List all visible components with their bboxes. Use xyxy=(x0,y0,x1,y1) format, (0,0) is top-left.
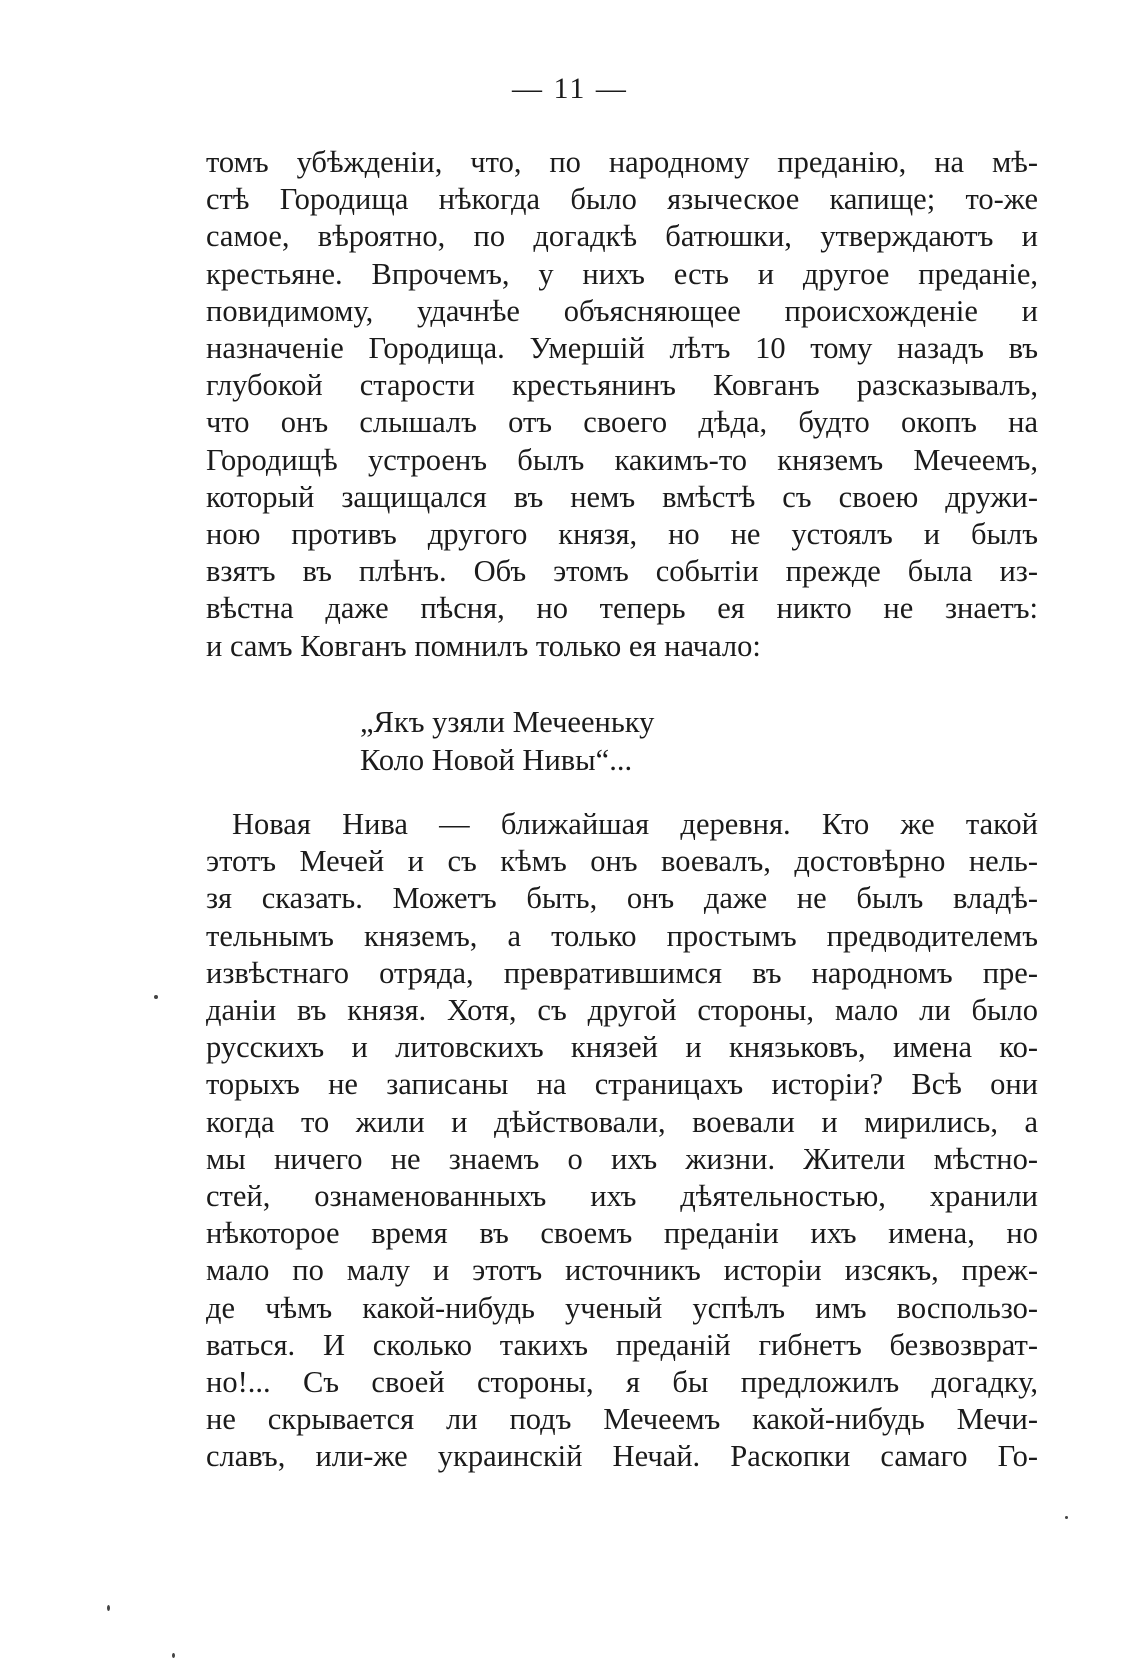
text-line: славъ, или-же украинскій Нечай. Раскопки самаго Го- xyxy=(206,1439,1038,1474)
text-line: назначеніе Городища. Умершій лѣтъ 10 тому назадъ въ xyxy=(206,331,1038,366)
text-line: извѣстнаго отряда, превратившимся въ народномъ пре- xyxy=(206,955,1038,990)
text-line: даніи въ князя. Хотя, съ другой стороны, мало ли было xyxy=(206,993,1038,1028)
text-line: и самъ Ковганъ помнилъ только ея начало: xyxy=(206,628,761,663)
paragraph-2 xyxy=(206,806,1038,1476)
text-line: мы ничего не знаемъ о ихъ жизни. Жители мѣстно- xyxy=(206,1141,1038,1176)
text-line: мало по малу и этотъ источникъ исторіи изсякъ, преж- xyxy=(206,1253,1038,1288)
text-line: этотъ Мечей и съ кѣмъ онъ воевалъ, достовѣрно нель- xyxy=(206,844,1038,879)
text-line: стѣ Городища нѣкогда было языческое капище; то-же xyxy=(206,182,1038,217)
text-line: который защищался въ немъ вмѣстѣ съ своею дружи- xyxy=(206,479,1038,514)
text-line: ваться. И сколько такихъ преданій гибнетъ безвозврат- xyxy=(206,1327,1038,1362)
scan-speck xyxy=(172,1653,175,1658)
text-line: но!... Съ своей стороны, я бы предложилъ догадку, xyxy=(206,1365,1038,1400)
paragraph-1 xyxy=(206,144,1038,665)
text-line: ною противъ другого князя, но не устоялъ и былъ xyxy=(206,517,1038,552)
verse-quote xyxy=(360,703,654,779)
text-line: не скрывается ли подъ Мечеемъ какой-нибудь Мечи- xyxy=(206,1402,1038,1437)
text-line: русскихъ и литовскихъ князей и князьковъ, имена ко- xyxy=(206,1030,1038,1065)
text-line: крестьяне. Впрочемъ, у нихъ есть и другое преданіе, xyxy=(206,256,1038,291)
text-line: когда то жили и дѣйствовали, воевали и мирились, а xyxy=(206,1104,1038,1139)
text-line: повидимому, удачнѣе объясняющее происхожденіе и xyxy=(206,293,1038,328)
text-line: Новая Нива — ближайшая деревня. Кто же такой xyxy=(232,807,1038,841)
verse-line: Коло Новой Нивы“... xyxy=(360,743,633,777)
text-line: стей, ознаменованныхъ ихъ дѣятельностью, хранили xyxy=(206,1179,1038,1214)
text-line: взятъ въ плѣнъ. Объ этомъ событіи прежде была из- xyxy=(206,554,1038,589)
text-line: тельнымъ княземъ, а только простымъ предводителемъ xyxy=(206,918,1038,953)
scan-speck xyxy=(154,995,158,999)
text-line: зя сказать. Можетъ быть, онъ даже не былъ владѣ- xyxy=(206,881,1038,916)
text-line: томъ убѣжденіи, что, по народному преданію, на мѣ- xyxy=(206,145,1038,179)
verse-line: „Якъ узяли Мечееньку xyxy=(360,705,655,739)
scan-speck xyxy=(1065,1516,1068,1519)
text-line: де чѣмъ какой-нибудь ученый успѣлъ имъ воспользо- xyxy=(206,1290,1038,1325)
text-line: глубокой старости крестьянинъ Ковганъ разсказывалъ, xyxy=(206,368,1038,403)
text-line: Городищѣ устроенъ былъ какимъ-то княземъ Мечеемъ, xyxy=(206,442,1038,477)
text-line: торыхъ не записаны на страницахъ исторіи? Всѣ они xyxy=(206,1067,1038,1102)
text-line: вѣстна даже пѣсня, но теперь ея никто не знаетъ: xyxy=(206,591,1038,626)
scan-speck xyxy=(107,1605,110,1611)
text-line: нѣкоторое время въ своемъ преданіи ихъ имена, но xyxy=(206,1216,1038,1251)
text-line: самое, вѣроятно, по догадкѣ батюшки, утверждаютъ и xyxy=(206,219,1038,254)
page-number: — 11 — xyxy=(512,72,628,105)
text-line: что онъ слышалъ отъ своего дѣда, будто окопъ на xyxy=(206,405,1038,440)
